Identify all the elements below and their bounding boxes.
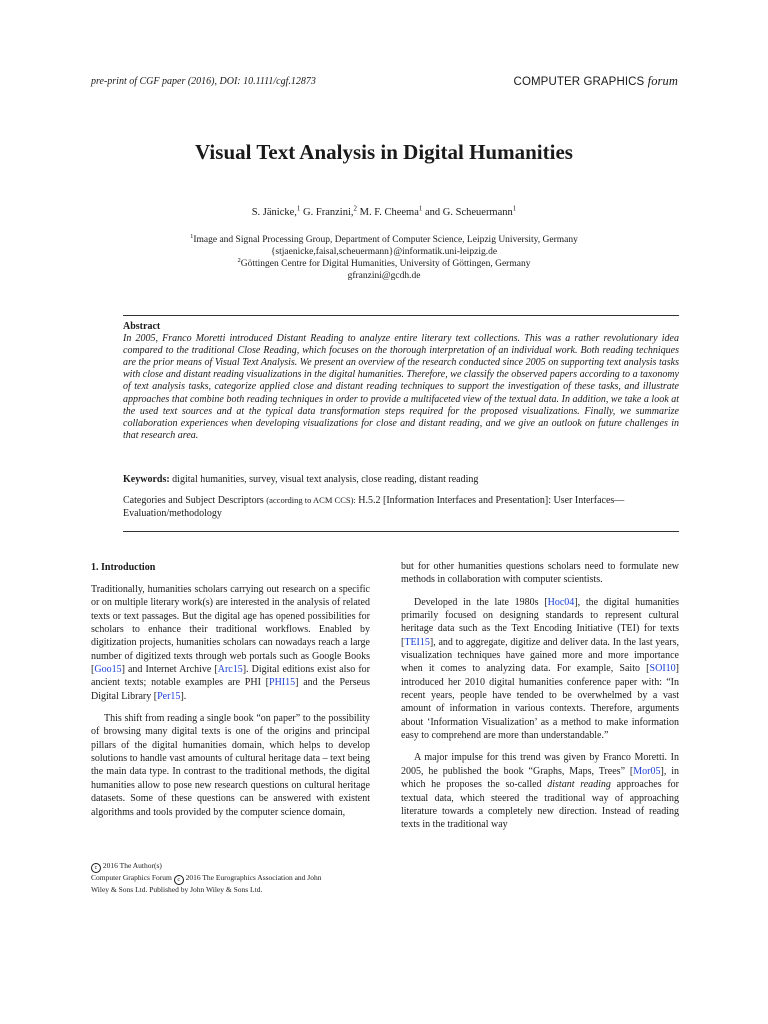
keywords-text: digital humanities, survey, visual text analysis, close reading, distant reading <box>172 474 479 485</box>
intro-paragraph-5: A major impulse for this trend was given by Franco Moretti. In 2005, he published the book “Graphs, Maps, Trees” [Mor05], in which he proposes the so-called distant reading approaches for textual data, which steered the traditional way of approaching literature towards a completely new direction. Instead of reading texts in the traditional way <box>401 752 679 831</box>
abstract-heading: Abstract <box>123 321 161 332</box>
footer-line-1: c 2016 The Author(s) <box>91 861 391 873</box>
footer-line-2: Computer Graphics Forum c 2016 The Eurographics Association and John <box>91 873 322 883</box>
copyright-icon: c <box>174 875 184 885</box>
affiliations <box>0 234 768 282</box>
ccs-label: Categories and Subject Descriptors <box>123 495 264 506</box>
journal-name <box>514 74 678 89</box>
keywords-label: Keywords: <box>123 474 170 485</box>
keywords <box>123 474 679 486</box>
citation-link[interactable]: Mor05 <box>633 765 661 777</box>
affiliation-1: $^1$Image and Signal Processing Group, Department of Computer Science, Leipzig University, Germany <box>190 232 578 245</box>
author: and G. Scheuermann$^1$ <box>425 204 517 218</box>
preprint-note: pre-print of CGF paper (2016), DOI: 10.1111/cgf.12873 <box>91 76 316 87</box>
citation-link[interactable]: Arc15 <box>217 664 243 676</box>
journal-name-suffix: forum <box>647 74 678 88</box>
footer-line-3: Wiley & Sons Ltd. Published by John Wiley & Sons Ltd. <box>91 885 263 894</box>
citation-link[interactable]: Goo15 <box>94 664 122 676</box>
ccs-descriptors <box>123 494 679 520</box>
ccs-text: H.5.2 [Information Interfaces and Presentation]: User Interfaces—Evaluation/methodology <box>123 495 625 519</box>
ccs-label-note: (according to ACM CCS): <box>266 495 356 505</box>
intro-paragraph-3: but for other humanities questions scholars need to formulate new methods in collaboration with computer scientists. <box>401 561 679 586</box>
author: M. F. Cheema$^1$ <box>359 204 423 218</box>
author: G. Franzini,$^2$ <box>303 204 357 218</box>
intro-paragraph-2: This shift from reading a single book “on paper” to the possibility of browsing many digital texts is one of the origins and principal pillars of the digital humanities domain, which helps to develop solutions to handle vast amounts of cultural heritage data – text being the main data type. In contrast to the traditional methods, the digital humanities allow to pose new research questions on cultural heritage datasets. Some of these questions can be answered with existent algorithms and tools provided by the computer science domain, <box>91 713 370 818</box>
affiliation-2: $^2$Göttingen Centre for Digital Humanities, University of Göttingen, Germany <box>237 256 531 269</box>
citation-link[interactable]: PHI15 <box>269 677 296 689</box>
intro-paragraph-4: Developed in the late 1980s [Hoc04], the digital humanities primarily focused on designing standards to represent cultural heritage data such as the Text Encoding Initiative (TEI) for texts [TEI15], and to aggregate, digitize and deliver data. In the last years, visualization techniques have gained more and more importance when it comes to analyzing data. For example, Saito [SOI10] introduced her 2010 digital humanities conference paper with: “In recent years, people have tended to be overwhelmed by a vast amount of information in various contexts. Therefore, arguments about ‘Information Visualization’ as a method to make information easy to comprehend are more than understandable.” <box>401 596 679 742</box>
affiliation-2-email: gfranzini@gcdh.de <box>347 271 421 281</box>
author: S. Jänicke,$^1$ <box>251 204 301 218</box>
journal-name-prefix: COMPUTER GRAPHICS <box>513 76 645 88</box>
intro-paragraph-1: Traditionally, humanities scholars carrying out research on a specific or on multiple literary work(s) are interested in the analysis of related texts or text passages. But the digital age has opened possibilities for scholars to enhance their traditional workflows. Enabled by digitization projects, humanities scholars can nowadays reach a large number of digitized texts through web portals such as Google Books [Goo15] and Internet Archive [Arc15]. Digital editions exist also for ancient texts; notable examples are PHI [PHI15] and the Perseus Digital Library [Per15]. <box>91 584 370 702</box>
citation-link[interactable]: Per15 <box>157 690 181 702</box>
paper-title: Visual Text Analysis in Digital Humanities <box>195 140 573 164</box>
abstract <box>123 321 679 442</box>
citation-link[interactable]: SOI10 <box>649 663 676 675</box>
abstract-bottom-rule <box>123 531 679 532</box>
left-column <box>91 561 370 819</box>
right-column <box>401 560 679 832</box>
citation-link[interactable]: Hoc04 <box>547 596 575 608</box>
abstract-top-rule <box>123 315 679 316</box>
copyright-icon: c <box>91 863 101 873</box>
author-list <box>0 206 768 220</box>
copyright-footer <box>91 861 391 895</box>
section-heading: 1. Introduction <box>91 562 156 573</box>
citation-link[interactable]: TEI15 <box>404 636 430 648</box>
affiliation-1-emails: {stjaenicke,faisal,scheuermann}@informatik.uni-leipzig.de <box>270 247 498 257</box>
abstract-body: In 2005, Franco Moretti introduced Distant Reading to analyze entire literary text collections. This was a rather revolutionary idea compared to the traditional Close Reading, which focuses on the thorough interpretation of an individual work. Both reading techniques are the prior means of Visual Text Analysis. We present an overview of the research conducted since 2005 on supporting text analysis tasks with close and distant reading visualizations in the digital humanities. Therefore, we classify the observed papers according to a taxonomy of text analysis tasks, categorize applied close and distant reading techniques to support the investigation of these tasks, and illustrate approaches that combine both reading techniques in order to provide a multifaceted view of the textual data. In addition, we take a look at the used text sources and at the typical data transformation steps required for the proposed visualizations. Finally, we summarize collaboration experiences when developing visualizations for close and distant reading, and we give an outlook on future challenges in that research area. <box>123 333 679 441</box>
